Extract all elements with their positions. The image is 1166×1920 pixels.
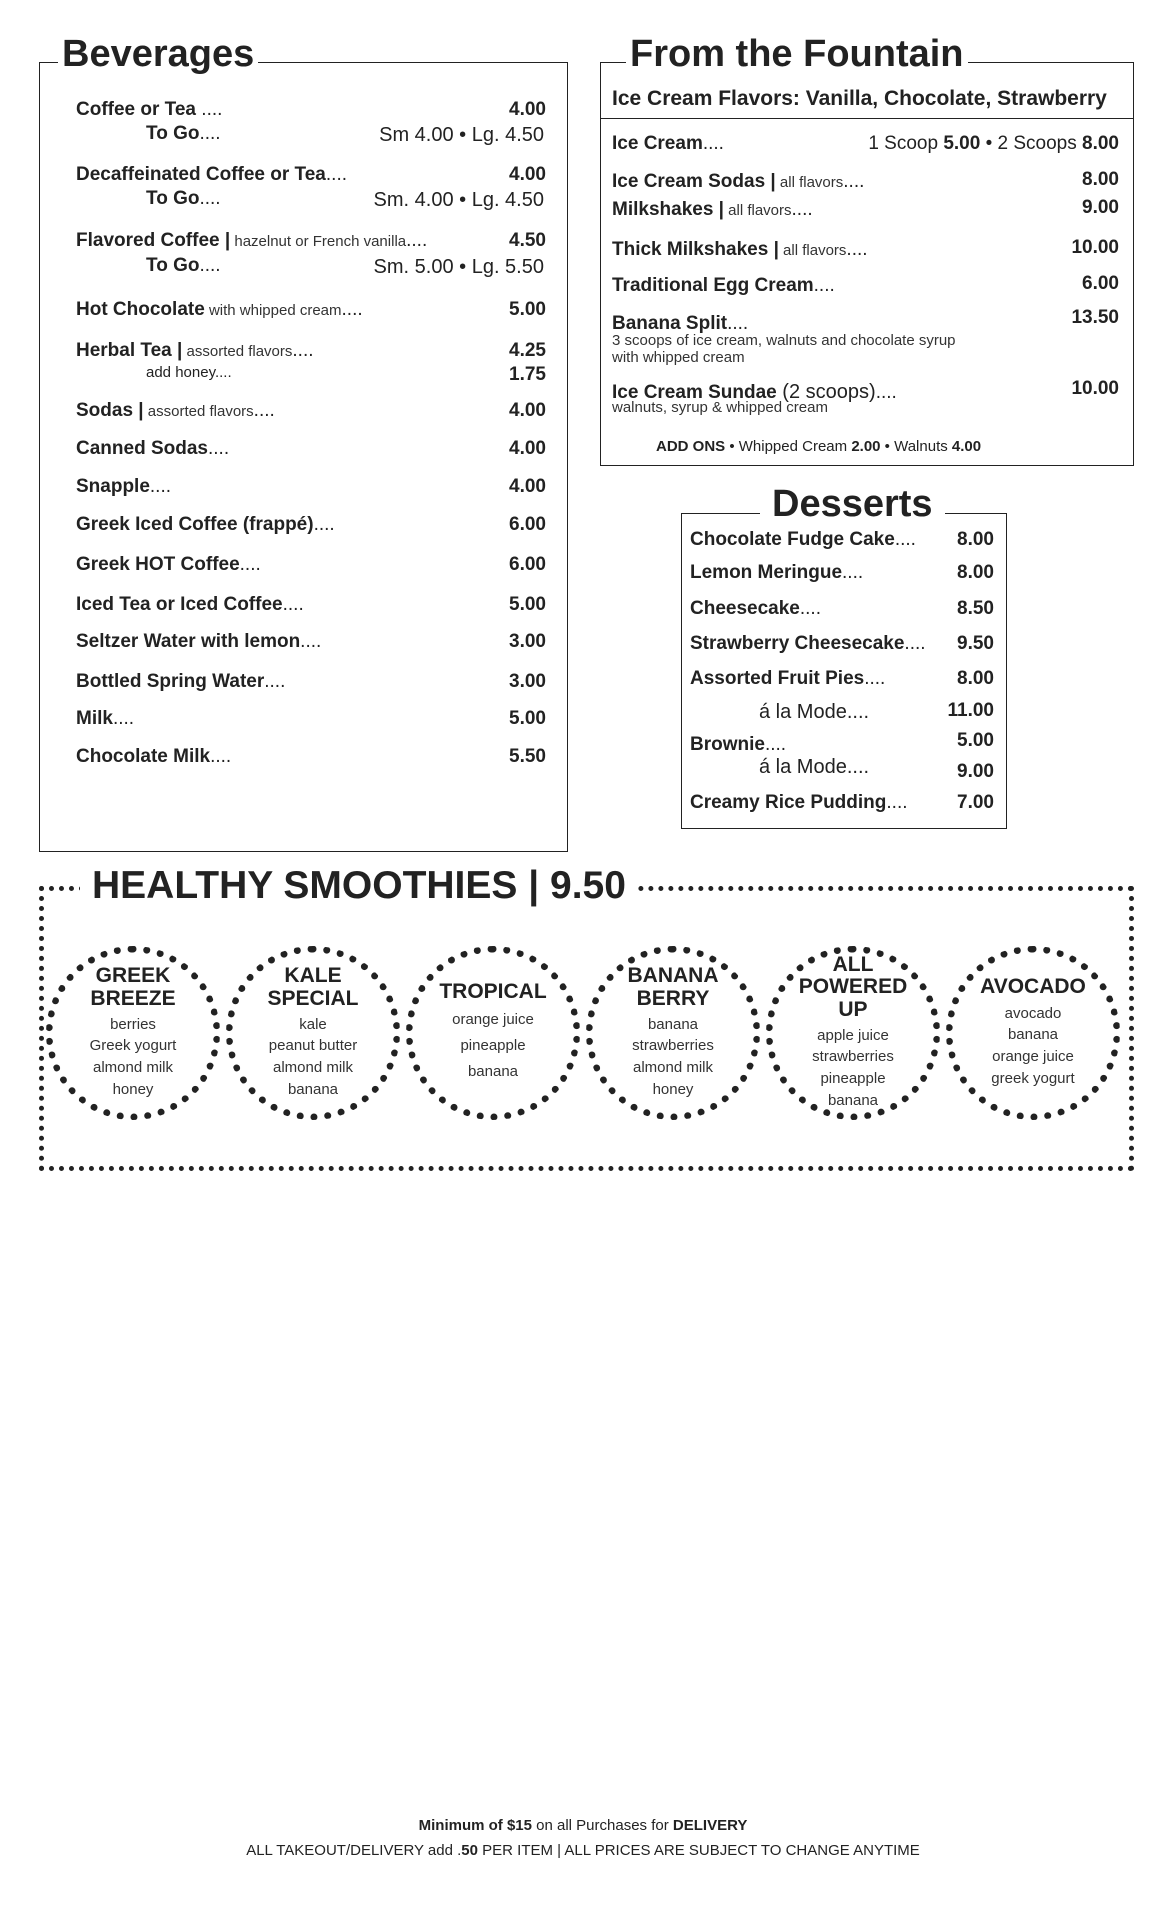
smoothie-name: ALL POWERED UP bbox=[798, 953, 908, 1021]
item-name: Bottled Spring Water bbox=[76, 671, 265, 692]
item-price: 4.00 bbox=[509, 99, 546, 120]
item-note: with whipped cream bbox=[204, 302, 342, 319]
item-name: Milk bbox=[76, 708, 113, 729]
item-name: To Go bbox=[146, 188, 200, 209]
item-price: 4.25 bbox=[509, 340, 546, 361]
beverages-title: Beverages bbox=[58, 35, 258, 73]
smoothie-ingredient: banana bbox=[287, 1080, 339, 1098]
smoothie-ingredient: berries bbox=[110, 1015, 156, 1033]
smoothie-ingredient: peanut butter bbox=[268, 1037, 358, 1055]
item-price: 5.00 bbox=[509, 299, 546, 320]
item-name: Assorted Fruit Pies bbox=[690, 668, 865, 689]
item-name: Ice Cream Sodas | bbox=[612, 171, 776, 192]
dessert-item bbox=[690, 634, 926, 655]
item-name: Strawberry Cheesecake bbox=[690, 633, 905, 654]
beverage-item bbox=[146, 124, 221, 145]
item-dots: .... bbox=[904, 633, 926, 654]
smoothie-card bbox=[946, 946, 1120, 1120]
beverage-item bbox=[76, 300, 363, 321]
item-dots: .... bbox=[846, 239, 868, 260]
smoothie-ingredient: avocado bbox=[1004, 1004, 1062, 1022]
footer-takeout-note: ALL TAKEOUT/DELIVERY add .50 PER ITEM | ALL PRICES ARE SUBJECT TO CHANGE ANYTIME bbox=[246, 1842, 920, 1859]
desserts-title: Desserts bbox=[760, 485, 945, 523]
item-dots: .... bbox=[406, 230, 428, 251]
smoothie-card bbox=[226, 946, 400, 1120]
item-name: Seltzer Water with lemon bbox=[76, 631, 301, 652]
item-price: 9.00 bbox=[1082, 197, 1119, 218]
beverage-item bbox=[76, 165, 347, 186]
item-price: 8.50 bbox=[957, 598, 994, 619]
smoothie-ingredient: apple juice bbox=[817, 1026, 889, 1044]
item-price: 5.00 bbox=[509, 594, 546, 615]
item-name: Ice Cream Sundae bbox=[612, 382, 777, 403]
smoothies-title: HEALTHY SMOOTHIES | 9.50 bbox=[80, 866, 638, 905]
item-dots: .... bbox=[875, 382, 897, 403]
smoothie-ingredient: pineapple bbox=[820, 1070, 886, 1088]
item-price: 1.75 bbox=[509, 364, 546, 385]
item-dots: .... bbox=[112, 708, 135, 729]
item-dots: .... bbox=[214, 364, 232, 381]
item-dots: .... bbox=[282, 594, 304, 615]
item-name: Banana Split bbox=[612, 313, 728, 334]
item-note: assorted flavors bbox=[143, 403, 254, 420]
beverage-item bbox=[76, 401, 275, 422]
beverage-item bbox=[76, 632, 321, 653]
dessert-item bbox=[759, 701, 869, 723]
item-dots: .... bbox=[813, 275, 835, 296]
item-note: all flavors bbox=[724, 202, 792, 219]
beverage-item bbox=[76, 515, 335, 536]
item-price: 10.00 bbox=[1071, 378, 1119, 399]
smoothie-name: TROPICAL bbox=[439, 979, 547, 1003]
item-description: with whipped cream bbox=[612, 349, 745, 366]
item-price: 3.00 bbox=[509, 631, 546, 652]
item-dots: .... bbox=[199, 188, 221, 209]
smoothie-ingredient: banana bbox=[647, 1015, 699, 1033]
fountain-flavors: Ice Cream Flavors: Vanilla, Chocolate, Strawberry bbox=[612, 87, 1107, 110]
item-name: Canned Sodas bbox=[76, 438, 208, 459]
item-name: á la Mode bbox=[759, 701, 847, 723]
item-dots: .... bbox=[300, 631, 322, 652]
item-price: 10.00 bbox=[1071, 237, 1119, 258]
smoothie-ingredient: strawberries bbox=[812, 1048, 894, 1066]
item-dots: .... bbox=[799, 598, 821, 619]
item-dots: .... bbox=[791, 199, 813, 220]
item-dots: .... bbox=[864, 668, 886, 689]
smoothie-ingredient: almond milk bbox=[272, 1059, 354, 1077]
smoothie-ingredient: orange juice bbox=[992, 1048, 1074, 1066]
item-note: all flavors bbox=[775, 174, 844, 191]
item-name: Greek Iced Coffee (frappé) bbox=[76, 514, 314, 535]
item-name: Lemon Meringue bbox=[690, 562, 843, 583]
item-dots: .... bbox=[239, 554, 261, 575]
item-dots: .... bbox=[846, 756, 870, 778]
smoothie-name: KALE SPECIAL bbox=[267, 964, 359, 1010]
beverage-item bbox=[76, 672, 285, 693]
fountain-divider bbox=[600, 118, 1134, 119]
ice-cream-prices: 1 Scoop 5.00 • 2 Scoops 8.00 bbox=[868, 133, 1119, 154]
beverage-item bbox=[76, 341, 314, 362]
dessert-item bbox=[690, 563, 863, 584]
smoothie-ingredient: banana bbox=[1007, 1026, 1059, 1044]
smoothie-name: AVOCADO bbox=[980, 975, 1086, 999]
item-name: Milkshakes | bbox=[612, 199, 724, 220]
ice-cream-row: Ice Cream.... bbox=[612, 133, 724, 154]
smoothie-ingredient: greek yogurt bbox=[991, 1069, 1075, 1087]
to-go-sizes: Sm 4.00 • Lg. 4.50 bbox=[379, 124, 544, 146]
item-price: 4.50 bbox=[509, 230, 546, 251]
beverage-item bbox=[146, 365, 232, 382]
item-name: Iced Tea or Iced Coffee bbox=[76, 594, 283, 615]
beverage-item bbox=[76, 231, 427, 252]
item-price: 9.50 bbox=[957, 633, 994, 654]
smoothie-ingredient: banana bbox=[467, 1063, 519, 1081]
item-name: Brownie bbox=[690, 734, 765, 755]
beverage-item bbox=[76, 477, 171, 498]
item-name: Coffee or Tea bbox=[76, 99, 197, 120]
item-name: Decaffeinated Coffee or Tea bbox=[76, 164, 326, 185]
item-price: 9.00 bbox=[957, 761, 994, 782]
to-go-sizes: Sm. 5.00 • Lg. 5.50 bbox=[373, 256, 544, 278]
beverage-item bbox=[76, 709, 134, 730]
dessert-item bbox=[690, 599, 821, 620]
smoothie-name: BANANA BERRY bbox=[627, 964, 719, 1010]
item-name: Chocolate Milk bbox=[76, 746, 211, 767]
item-dots: .... bbox=[264, 671, 286, 692]
item-price: 4.00 bbox=[509, 400, 546, 421]
beverage-item bbox=[76, 439, 229, 460]
fountain-item bbox=[612, 172, 864, 193]
smoothie-ingredient: honey bbox=[112, 1080, 154, 1098]
beverage-item bbox=[76, 747, 231, 768]
item-name: Sodas | bbox=[76, 400, 144, 421]
item-price: 8.00 bbox=[957, 529, 994, 550]
dessert-item bbox=[690, 530, 916, 551]
item-name: Thick Milkshakes | bbox=[612, 239, 779, 260]
dessert-item bbox=[690, 669, 885, 690]
item-dots: .... bbox=[846, 701, 870, 723]
item-dots: .... bbox=[886, 792, 908, 813]
item-price: 5.00 bbox=[957, 730, 994, 751]
item-price: 7.00 bbox=[957, 792, 994, 813]
smoothie-ingredient: pineapple bbox=[460, 1036, 526, 1054]
item-name: Chocolate Fudge Cake bbox=[690, 529, 895, 550]
item-price: 3.00 bbox=[509, 671, 546, 692]
item-name: To Go bbox=[146, 255, 200, 276]
smoothie-ingredient: strawberries bbox=[632, 1037, 714, 1055]
item-price: 8.00 bbox=[957, 562, 994, 583]
smoothie-card bbox=[406, 946, 580, 1120]
smoothie-ingredient: banana bbox=[827, 1091, 879, 1109]
item-dots: .... bbox=[292, 340, 314, 361]
smoothie-name: GREEK BREEZE bbox=[90, 964, 176, 1010]
item-price: 5.50 bbox=[509, 746, 546, 767]
item-dots: .... bbox=[313, 514, 335, 535]
item-price: 13.50 bbox=[1071, 307, 1119, 328]
smoothie-ingredient: orange juice bbox=[452, 1010, 534, 1028]
smoothie-card bbox=[766, 946, 940, 1120]
item-dots: .... bbox=[149, 476, 172, 497]
item-note: hazelnut or French vanilla bbox=[230, 233, 407, 250]
fountain-item bbox=[612, 200, 813, 221]
beverage-item bbox=[146, 189, 221, 210]
item-dots: .... bbox=[843, 171, 865, 192]
item-name: To Go bbox=[146, 123, 200, 144]
item-price: 6.00 bbox=[509, 554, 546, 575]
item-dots: .... bbox=[727, 313, 749, 334]
item-name: Creamy Rice Pudding bbox=[690, 792, 887, 813]
item-price: 11.00 bbox=[947, 700, 994, 721]
fountain-title: From the Fountain bbox=[626, 35, 968, 73]
dessert-item bbox=[690, 735, 786, 756]
item-dots: .... bbox=[764, 734, 787, 755]
fountain-addons: ADD ONS • Whipped Cream 2.00 • Walnuts 4.00 bbox=[656, 438, 982, 455]
item-dots: .... bbox=[341, 299, 363, 320]
item-note: all flavors bbox=[778, 242, 847, 259]
item-description: 3 scoops of ice cream, walnuts and chocolate syrup bbox=[612, 332, 956, 349]
beverage-item bbox=[76, 555, 261, 576]
item-note: assorted flavors bbox=[182, 343, 293, 360]
item-name: add honey bbox=[146, 364, 215, 381]
footer-delivery-minimum: Minimum of $15 on all Purchases for DELIVERY bbox=[418, 1817, 748, 1834]
dessert-item bbox=[690, 793, 908, 814]
item-description: walnuts, syrup & whipped cream bbox=[612, 399, 828, 416]
item-name: Flavored Coffee | bbox=[76, 230, 231, 251]
item-dots: .... bbox=[207, 438, 230, 459]
item-price: 4.00 bbox=[509, 164, 546, 185]
item-name: Traditional Egg Cream bbox=[612, 275, 814, 296]
item-price: 4.00 bbox=[509, 476, 546, 497]
smoothie-ingredient: almond milk bbox=[632, 1059, 714, 1077]
item-name: Greek HOT Coffee bbox=[76, 554, 240, 575]
smoothie-ingredient: kale bbox=[299, 1015, 327, 1033]
item-dots: .... bbox=[196, 99, 223, 120]
beverage-item bbox=[76, 595, 304, 616]
smoothie-card bbox=[46, 946, 220, 1120]
item-price: 8.00 bbox=[1082, 169, 1119, 190]
smoothie-ingredient: Greek yogurt bbox=[89, 1037, 177, 1055]
item-price: 8.00 bbox=[957, 668, 994, 689]
dessert-item bbox=[759, 756, 869, 778]
item-dots: .... bbox=[894, 529, 916, 550]
item-dots: .... bbox=[253, 400, 275, 421]
item-name: á la Mode bbox=[759, 756, 847, 778]
fountain-item bbox=[612, 240, 868, 261]
item-name: Hot Chocolate bbox=[76, 299, 205, 320]
item-price: 5.00 bbox=[509, 708, 546, 729]
item-name: Herbal Tea | bbox=[76, 340, 183, 361]
to-go-sizes: Sm. 4.00 • Lg. 4.50 bbox=[373, 189, 544, 211]
item-name: Snapple bbox=[76, 476, 150, 497]
item-price: 6.00 bbox=[1082, 273, 1119, 294]
smoothie-ingredient: almond milk bbox=[92, 1059, 174, 1077]
item-price: 4.00 bbox=[509, 438, 546, 459]
item-dots: .... bbox=[199, 255, 221, 276]
item-name: Cheesecake bbox=[690, 598, 800, 619]
item-dots: .... bbox=[842, 562, 864, 583]
smoothie-card bbox=[586, 946, 760, 1120]
item-note: (2 scoops) bbox=[776, 381, 876, 403]
beverage-item bbox=[146, 256, 221, 277]
item-price: 6.00 bbox=[509, 514, 546, 535]
beverage-item bbox=[76, 100, 222, 121]
item-dots: .... bbox=[210, 746, 232, 767]
item-dots: .... bbox=[325, 164, 348, 185]
item-dots: .... bbox=[199, 123, 221, 144]
smoothie-ingredient: honey bbox=[652, 1080, 694, 1098]
fountain-item bbox=[612, 276, 835, 297]
